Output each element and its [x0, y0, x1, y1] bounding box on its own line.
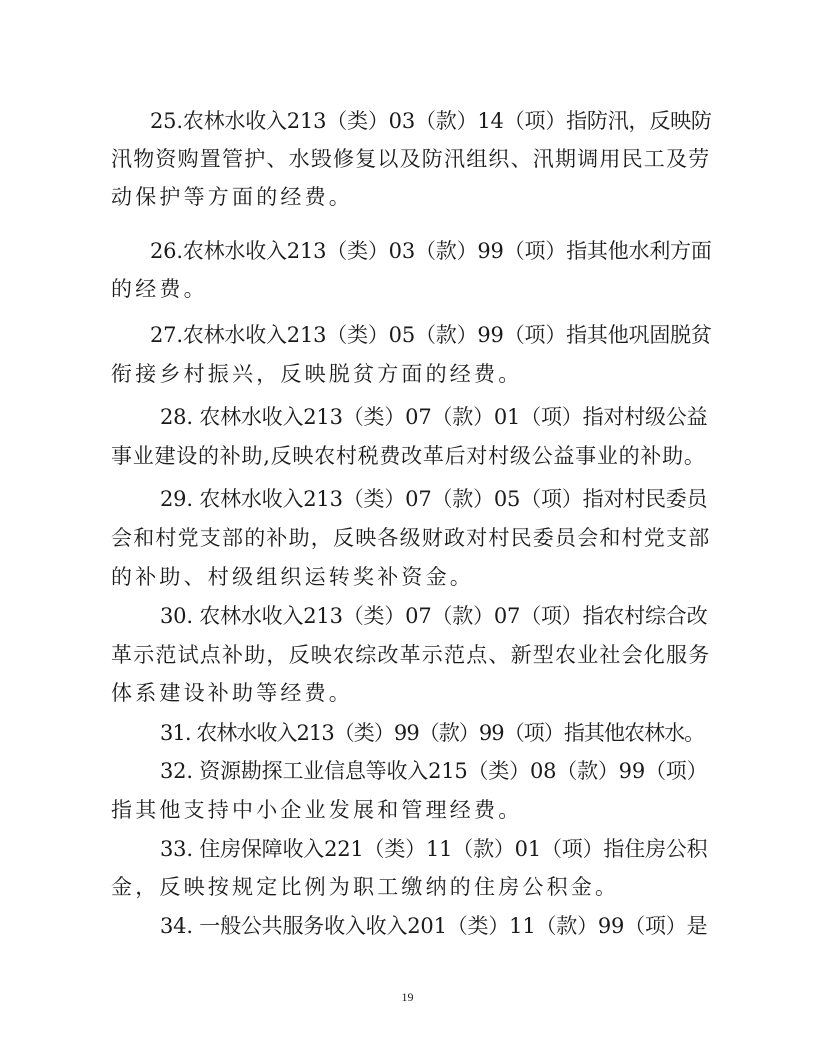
paragraph-26-line-1: 26.农林水收入213（类）03（款）99（项）指其他水利方面: [150, 239, 712, 263]
paragraph-27-line-1: 27.农林水收入213（类）05（款）99（项）指其他巩固脱贫: [150, 323, 712, 347]
paragraph-26-line-2: 的经费。: [111, 277, 208, 301]
paragraph-25-line-2: 汛物资购置管护、水毁修复以及防汛组织、汛期调用民工及劳: [111, 147, 711, 171]
paragraph-27-line-2: 衔接乡村振兴，反映脱贫方面的经费。: [111, 362, 523, 386]
paragraph-33-line-1: 33. 住房保障收入221（类）11（款）01（项）指住房公积: [160, 837, 708, 861]
paragraph-32-line-2: 指其他支持中小企业发展和管理经费。: [111, 798, 523, 822]
paragraph-25-line-1: 25.农林水收入213（类）03（款）14（项）指防汛，反映防: [150, 109, 712, 133]
page-number: 19: [401, 990, 414, 1004]
paragraph-28-line-2: 事业建设的补助,反映农村税费改革后对村级公益事业的补助。: [111, 444, 706, 468]
paragraph-30-line-1: 30. 农林水收入213（类）07（款）07（项）指农村综合改: [160, 604, 708, 628]
paragraph-30-line-2: 革示范试点补助，反映农综改革示范点、新型农业社会化服务: [111, 643, 711, 667]
paragraph-32-line-1: 32. 资源勘探工业信息等收入215（类）08（款）99（项）: [160, 759, 708, 783]
paragraph-29-line-3: 的补助、村级组织运转奖补资金。: [111, 565, 474, 589]
paragraph-29-line-2: 会和村党支部的补助，反映各级财政对村民委员会和村党支部: [111, 526, 711, 550]
paragraph-30-line-3: 体系建设补助等经费。: [111, 681, 353, 705]
paragraph-25-line-3: 动保护等方面的经费。: [111, 185, 353, 209]
paragraph-28-line-1: 28. 农林水收入213（类）07（款）01（项）指对村级公益: [160, 405, 708, 429]
paragraph-33-line-2: 金，反映按规定比例为职工缴纳的住房公积金。: [111, 875, 620, 899]
paragraph-31-line-1: 31. 农林水收入213（类）99（款）99（项）指其他农林水。: [160, 721, 705, 745]
paragraph-29-line-1: 29. 农林水收入213（类）07（款）05（项）指对村民委员: [160, 487, 708, 511]
paragraph-34-line-1: 34. 一般公共服务收入收入201（类）11（款）99（项）是: [160, 914, 708, 938]
